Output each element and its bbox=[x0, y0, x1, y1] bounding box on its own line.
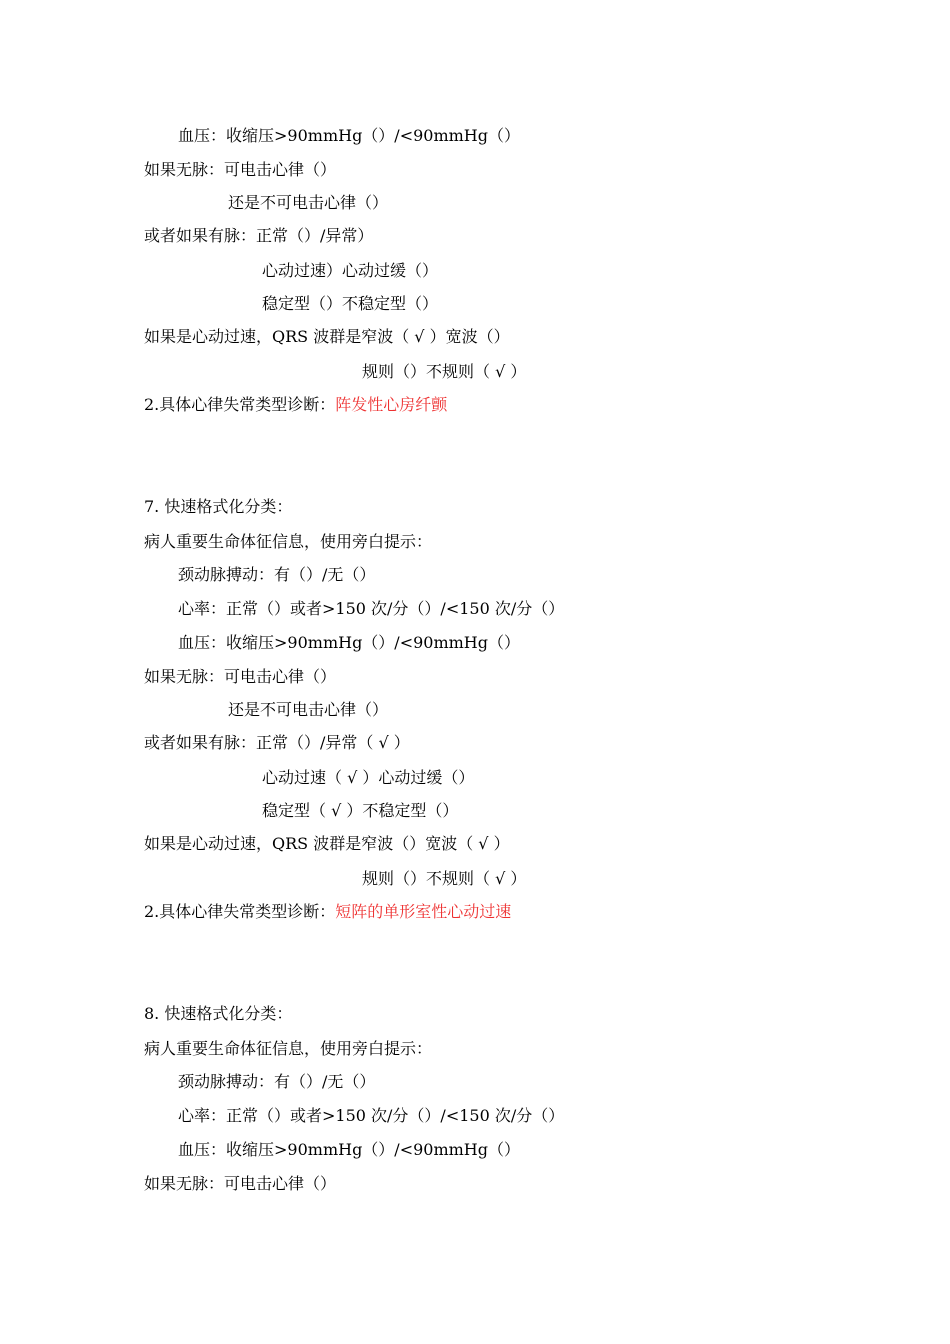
non-shockable-line: 还是不可电击心律（） bbox=[228, 700, 389, 719]
no-pulse-line: 如果无脉：可电击心律（） bbox=[144, 1174, 337, 1193]
diagnosis-answer: 短阵的单形室性心动过速 bbox=[335, 902, 512, 921]
bp-line: 血压：收缩压>90mmHg（）/<90mmHg（） bbox=[178, 1140, 521, 1159]
qrs-line: 如果是心动过速，QRS 波群是窄波（）宽波（ √ ） bbox=[144, 834, 510, 853]
diagnosis-line bbox=[144, 395, 447, 415]
regularity-line: 规则（）不规则（ √ ） bbox=[362, 869, 527, 888]
section-7-heading: 7. 快速格式化分类： bbox=[144, 497, 293, 516]
non-shockable-line: 还是不可电击心律（） bbox=[228, 193, 389, 212]
vitals-intro-line: 病人重要生命体征信息，使用旁白提示： bbox=[144, 1039, 433, 1058]
has-pulse-line: 或者如果有脉：正常（）/异常（ √ ） bbox=[144, 733, 410, 752]
diagnosis-label: 2.具体心律失常类型诊断： bbox=[144, 395, 336, 414]
vitals-intro-line: 病人重要生命体征信息，使用旁白提示： bbox=[144, 532, 433, 551]
stability-line: 稳定型（ √ ）不稳定型（） bbox=[262, 801, 459, 820]
no-pulse-line: 如果无脉：可电击心律（） bbox=[144, 160, 337, 179]
bp-line: 血压：收缩压>90mmHg（）/<90mmHg（） bbox=[178, 126, 521, 145]
section-8-heading: 8. 快速格式化分类： bbox=[144, 1004, 293, 1023]
no-pulse-line: 如果无脉：可电击心律（） bbox=[144, 667, 337, 686]
heart-rate-line: 心率：正常（）或者>150 次/分（）/<150 次/分（） bbox=[178, 599, 565, 618]
tachy-brady-line: 心动过速（ √ ）心动过缓（） bbox=[262, 768, 475, 787]
regularity-line: 规则（）不规则（ √ ） bbox=[362, 362, 527, 381]
qrs-line: 如果是心动过速，QRS 波群是窄波（ √ ）宽波（） bbox=[144, 327, 510, 346]
stability-line: 稳定型（）不稳定型（） bbox=[262, 294, 439, 313]
diagnosis-answer: 阵发性心房纤颤 bbox=[335, 395, 448, 414]
heart-rate-line: 心率：正常（）或者>150 次/分（）/<150 次/分（） bbox=[178, 1106, 565, 1125]
carotid-line: 颈动脉搏动：有（）/无（） bbox=[178, 565, 376, 584]
diagnosis-label: 2.具体心律失常类型诊断： bbox=[144, 902, 336, 921]
has-pulse-line: 或者如果有脉：正常（）/异常） bbox=[144, 226, 374, 245]
carotid-line: 颈动脉搏动：有（）/无（） bbox=[178, 1072, 376, 1091]
bp-line: 血压：收缩压>90mmHg（）/<90mmHg（） bbox=[178, 633, 521, 652]
diagnosis-line bbox=[144, 902, 511, 922]
tachy-brady-line: 心动过速）心动过缓（） bbox=[262, 261, 439, 280]
